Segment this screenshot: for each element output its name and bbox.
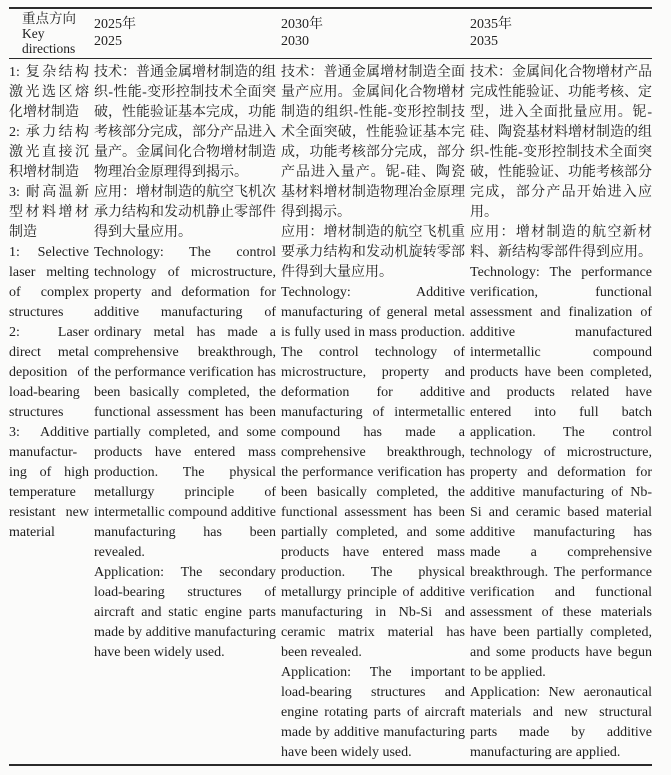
header-2030-en: 2030 xyxy=(281,33,309,49)
header-key-directions-en-line2: directions xyxy=(22,41,76,56)
cell-2035 xyxy=(470,63,652,764)
cell-2025-en-application: Application: The secondary load-bearing structures of aircraft and static engine parts made by additive manufacturing have been widely used. xyxy=(94,565,276,660)
cell-2030-en-technology: Technology: Additive manufacturing of general metal is fully used in mass production. The control technology of microstructure, property and deformation for additive manufacturing of intermetallic compound has made a comprehensive breakthrough, the performance verification has been basically completed, the functional assessment has been partially completed, and some products have entered mass production. The physical metallurgy principle of additive manufacturing in Nb-Si and ceramic matrix material has been revealed. xyxy=(281,285,465,660)
header-2030-zh: 2030年 xyxy=(281,17,323,32)
cell-2025-en-technology: Technology: The control technology of microstructure, property and deformation for additive manufacturing of ordinary metal has made a comprehensive breakthrough, the performance verification has been basically completed, the functional assessment has been partially completed, and some products have entered mass production. The physical metallurgy principle of intermetallic compound additive manufacturing has been revealed. xyxy=(94,245,276,560)
cell-2030-zh-technology: 技术：普通金属增材制造全面量产应用。金属间化合物增材制造的组织-性能-变形控制技术全面突破，性能验证基本完成，功能考核部分完成，部分产品进入量产。铌-硅、陶瓷基材料增材制造物理冶金原理得到揭示。 xyxy=(281,65,465,220)
key-direction-zh-1: 1: 复杂结构激光选区熔化增材制造 xyxy=(9,65,89,120)
cell-2025-zh-application: 应用：增材制造的航空飞机次承力结构和发动机静止零部件得到大量应用。 xyxy=(94,185,276,240)
header-cell-2035 xyxy=(470,11,652,56)
cell-2030-zh-application: 应用：增材制造的航空飞机重要承力结构和发动机旋转零部件得到大量应用。 xyxy=(281,225,465,280)
key-direction-en-2: 2: Laser direct metal deposition of load-bearing structures xyxy=(9,325,89,420)
cell-2035-en-application: Application: New aeronautical materials and new structural parts made by additive manufacturing are applied. xyxy=(470,685,652,760)
key-direction-zh-3: 3: 耐高温新型材料增材制造 xyxy=(9,185,89,240)
key-direction-zh-2: 2: 承力结构激光直接沉积增材制造 xyxy=(9,125,89,180)
key-direction-en-1: 1: Selective laser melting of complex structures xyxy=(9,245,89,320)
header-2035-zh: 2035年 xyxy=(470,17,512,32)
header-2025-zh: 2025年 xyxy=(94,17,136,32)
table-body-row xyxy=(9,59,652,766)
cell-2035-zh-technology: 技术：金属间化合物增材产品完成性能验证、功能考核、定型，进入全面批量应用。铌-硅、陶瓷基材料增材制造的组织-性能-变形控制技术全面突破，性能验证、功能考核部分完成，部分产品开始进入应用。 xyxy=(470,65,652,220)
cell-2035-zh-application: 应用：增材制造的航空新材料、新结构零部件得到应用。 xyxy=(470,225,652,260)
header-key-directions-zh: 重点方向 xyxy=(22,11,76,26)
header-cell-2030 xyxy=(281,11,465,56)
header-2035-en: 2035 xyxy=(470,33,498,49)
roadmap-table xyxy=(9,7,652,766)
cell-2025 xyxy=(94,63,276,764)
table-header-row xyxy=(9,9,652,59)
header-cell-key-directions xyxy=(9,11,89,56)
cell-2025-zh-technology: 技术：普通金属增材制造的组织-性能-变形控制技术全面突破，性能验证基本完成，功能考核部分完成，部分产品进入量产。金属间化合物增材制造物理冶金原理得到揭示。 xyxy=(94,65,276,180)
cell-key-directions xyxy=(9,63,89,764)
cell-2030 xyxy=(281,63,465,764)
header-2025-en: 2025 xyxy=(94,33,122,49)
key-direction-en-3: 3: Additive manufactur-ing of high temperature resistant new material xyxy=(9,425,89,540)
cell-2030-en-application: Application: The important load-bearing structures and engine rotating parts of aircraft made by additive manufacturing have been widely used. xyxy=(281,665,465,760)
cell-2035-en-technology: Technology: The performance verification, functional assessment and finalization of additive manufactured intermetallic compound products have been completed, and products related have entered into full batch application. The control technology of microstructure, property and deformation for additive manufacturing of Nb-Si and ceramic based material additive manufacturing has made a comprehensive breakthrough. The performance verification and functional assessment of these materials have been partially completed, and some products have begun to be applied. xyxy=(470,265,652,680)
header-key-directions-en-line1: Key xyxy=(22,26,45,42)
header-cell-2025 xyxy=(94,11,276,56)
